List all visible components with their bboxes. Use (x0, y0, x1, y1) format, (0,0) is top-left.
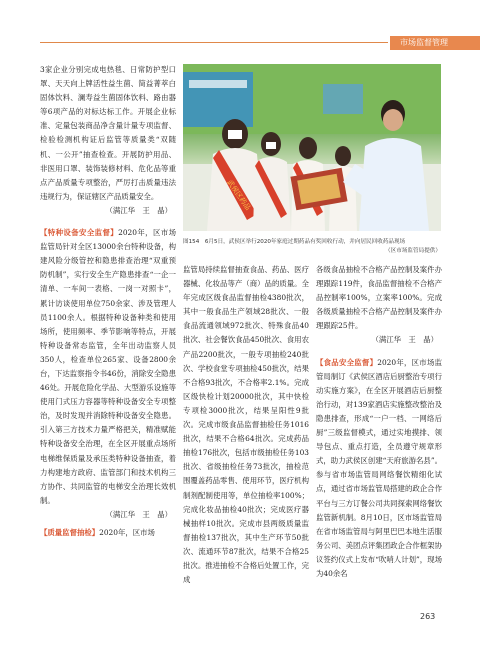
caption-text: 图154 6月5日，武侯区举行2020年家庭过期药品有奖回收行动，并向居民回收药品现场 (183, 239, 406, 245)
section-title-special-equipment: 【特种设备安全监督】 (40, 228, 119, 238)
food-safety-paragraph (316, 356, 442, 582)
header-rule (40, 42, 388, 43)
body-paragraph: 3家企业分别完成电热毯、日常防护型口罩、天天向上牌活性益生菌、简益菁萃白固体饮料、澜寿益生菌固体饮料、路由器等6项产品的对标达标工作。开展企业标准、定量包装商品净含量计量专项监督、检验检测机构证后监管等质量类“双随机、一公开”抽查检查。开展防护用品、非医用口罩、装饰装修材料、危化品等重点产品质量专项整治，严厉打击质量违法违规行为，保证辖区产品质量安全。 (40, 65, 176, 201)
sash-text: 武侯区药品 (225, 178, 252, 212)
caption-credit: （区市场监管局提供） (385, 248, 441, 254)
section-title-food-safety: 【食品安全监督】 (316, 357, 378, 367)
column-middle (183, 263, 309, 587)
author-signature: （满江华 王 晶） (105, 509, 172, 519)
column-left (40, 63, 176, 540)
special-equipment-text: 2020年，区市场监管局针对全区13000余台特种设备，构建风险分级管控和隐患排查治理“双重预防机制”，实行安全生产隐患排查“一企一清单、一车间一表格、一岗一对照卡”，累计访谈使用单位750余家、涉及管理人员1100余人。根据特种设备种类和使用场所，使用频率、季节影响等特点，开展特种设备常态监管，全年出动监察人员350人，检查单位265家、设备2800余台，下达监察指令书46份，消除安全隐患46处。开展危险化学品、大型游乐设施等使用门式压力容器等特种设备安全专项整治，及时发现并消除特种设备安全隐患。引入第三方技术力量严格把关，精准赋能特种设备安全治理，在全区开展重点场所电梯维保质量及承压类特种设备抽查，着力构建地方政府、监管部门和技术机构三方协作、共同监管的电梯安全治理长效机制。 (40, 228, 176, 505)
body-paragraph: 监管局持续监督抽查食品、药品、医疗器械、化妆品等产（商）品的质量。全年完成区级食品监督抽检4380批次，其中一般食品生产领域28批次、一般食品流通领域972批次、特殊食品40批次、社会餐饮食品450批次、食用农产品2200批次，一般专项抽检240批次、学校食堂专项抽检450批次，结果不合格93批次，不合格率2.1%。完成区级快检计划20000批次，其中快检专项检3000批次，结果呈阳性9批次。完成市级食品监督抽检任务1016批次，结果不合格64批次。完成药品抽检176批次，包括市级抽检任务103批次、省级抽检任务73批次，抽检范围覆盖药品零售、使用环节，医疗机构制剂配制使用等，单位抽检率100%；完成化妆品抽检40批次；完成医疗器械抽样10批次。完成市县两级质量监督抽检137批次，其中生产环节50批次、流通环节87批次，结果不合格25批次。推进抽检不合格后处置工作，完成 (183, 265, 309, 585)
author-signature: （满江华 王 晶） (371, 335, 438, 345)
column-right (316, 263, 442, 581)
special-equipment-paragraph (40, 226, 176, 508)
event-photo-illustration (183, 64, 441, 231)
food-safety-text: 2020年，区市场监管局制订《武侯区酒店后厨整治专项行动实施方案》，在全区开展酒店后厨整治行动，对139家酒店实施整改整治及隐患排查，形成“一户一档、一网络后厨”三级监督模式，通过实地摸排、领导包点、重点打造，全员遵守规章形式，助力武侯区创建“天府旅游名县”。参与省市场监管局网络餐饮精细化试点，通过省市场监管局搭建的政企合作平台与三方订餐公司共同探索网络餐饮监管新机制。8月10日，区市场监管局在省市场监管局与阿里巴巴本地生活服务公司、美团点评集团政企合作框架协议签约仪式上发布“吹哨人计划”，现场为40余名 (316, 357, 442, 578)
page-number: 263 (420, 612, 436, 621)
quality-inspection-text: 2020年，区市场 (99, 528, 155, 537)
photo-caption (183, 238, 441, 256)
quality-inspection-paragraph (40, 526, 176, 540)
event-photo (183, 64, 441, 231)
section-title-quality-inspection: 【质量监督抽检】 (40, 528, 100, 537)
body-paragraph: 各级食品抽检不合格产品控制及案件办理跟踪119件，食品监督抽检不合格产品控制率100%，立案率100%。完成各级质量抽检不合格产品控制及案件办理跟踪25件。 (316, 265, 442, 331)
author-signature: （满江华 王 晶） (105, 205, 172, 215)
header-section-tab: 市场监督管理 (390, 36, 480, 50)
